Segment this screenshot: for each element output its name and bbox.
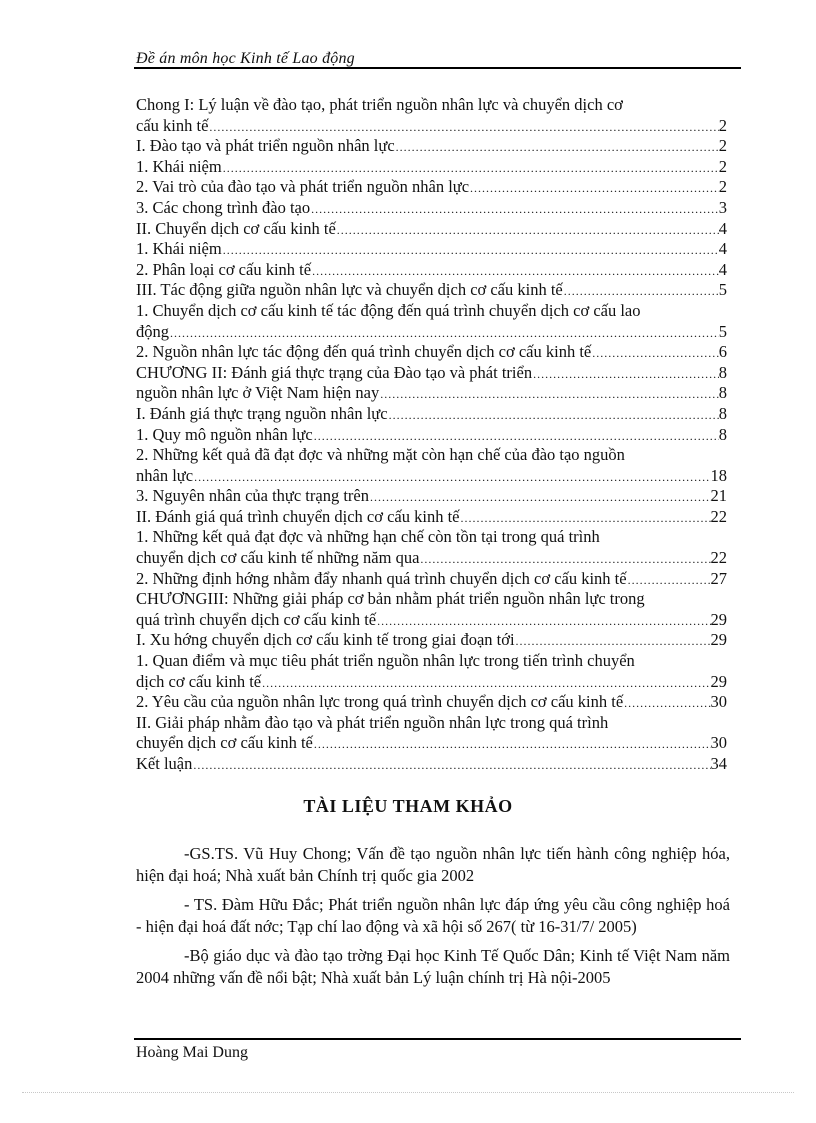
- toc-entry: [136, 301, 727, 322]
- footer-author: Hoàng Mai Dung: [136, 1044, 248, 1061]
- toc-entry: [136, 136, 727, 157]
- toc-entry: [136, 733, 727, 754]
- toc-leader-dots: [591, 343, 719, 363]
- toc-leader-dots: [627, 570, 711, 590]
- toc-entry-text: Chong I: Lý luận về đào tạo, phát triển nguồn nhân lực và chuyển dịch cơ: [136, 95, 623, 114]
- toc-entry-text: cấu kinh tế: [136, 115, 209, 135]
- toc-entry: [136, 754, 727, 775]
- toc-entry-text: 1. Quy mô nguồn nhân lực: [136, 424, 313, 444]
- header-title: Đề án môn học Kinh tế Lao động: [136, 50, 355, 67]
- toc-leader-dots: [419, 549, 710, 569]
- reference-item: -Bộ giáo dục và đào tạo trờng Đại học Kinh Tế Quốc Dân; Kinh tế Việt Nam năm 2004 những vấn đề nổi bật; Nhà xuất bản Lý luận chính trị Hà nội-2005: [136, 946, 730, 987]
- toc-leader-dots: [379, 384, 719, 404]
- toc-page-number: 27: [710, 568, 727, 588]
- toc-entry: [136, 610, 727, 631]
- toc-entry-text: III. Tác động giữa nguồn nhân lực và chuyển dịch cơ cấu kinh tế: [136, 280, 563, 300]
- toc-leader-dots: [310, 199, 719, 219]
- toc-entry-text: dịch cơ cấu kinh tế: [136, 671, 262, 691]
- toc-entry-text: nguồn nhân lực ở Việt Nam hiện nay: [136, 383, 380, 403]
- toc-entry-text: Kết luận: [136, 754, 193, 773]
- toc-entry-text: II. Đánh giá quá trình chuyển dịch cơ cấu kinh tế: [136, 506, 460, 526]
- toc-page-number: 5: [718, 280, 727, 300]
- header-divider: [134, 67, 741, 69]
- toc-entry-text: quá trình chuyển dịch cơ cấu kinh tế: [136, 609, 377, 629]
- toc-entry: [136, 548, 727, 569]
- toc-leader-dots: [563, 281, 719, 301]
- footer-divider: [134, 1038, 741, 1040]
- toc-page-number: 8: [718, 362, 727, 382]
- toc-leader-dots: [532, 364, 719, 384]
- toc-entry: [136, 177, 727, 198]
- table-of-contents: [136, 95, 727, 775]
- toc-page-number: 2: [718, 156, 727, 176]
- toc-page-number: 4: [718, 239, 727, 259]
- toc-entry-text: 2. Phân loại cơ cấu kinh tế: [136, 259, 312, 279]
- toc-entry: [136, 219, 727, 240]
- toc-page-number: 29: [710, 609, 727, 629]
- toc-entry-text: II. Giải pháp nhằm đào tạo và phát triển nguồn nhân lực trong quá trình: [136, 712, 609, 732]
- toc-entry-text: II. Chuyển dịch cơ cấu kinh tế: [136, 218, 336, 238]
- toc-page-number: 22: [710, 548, 727, 568]
- toc-entry-text: CHƯƠNG II: Đánh giá thực trạng của Đào tạo và phát triển: [136, 362, 533, 382]
- toc-page-number: 34: [710, 754, 727, 773]
- toc-page-number: 18: [710, 465, 727, 485]
- references-list: [136, 843, 730, 996]
- toc-leader-dots: [222, 240, 719, 260]
- toc-entry-text: I. Xu hớng chuyển dịch cơ cấu kinh tế trong giai đoạn tới: [136, 630, 515, 650]
- toc-page-number: 6: [718, 342, 727, 362]
- toc-page-number: 30: [710, 692, 727, 712]
- toc-leader-dots: [192, 755, 710, 775]
- toc-entry: [136, 260, 727, 281]
- toc-leader-dots: [222, 158, 719, 178]
- toc-entry: [136, 198, 727, 219]
- toc-leader-dots: [469, 178, 719, 198]
- toc-entry-text: 3. Các chong trình đào tạo: [136, 197, 311, 217]
- toc-entry-text: I. Đánh giá thực trạng nguồn nhân lực: [136, 403, 388, 423]
- toc-entry: [136, 527, 727, 548]
- toc-entry: [136, 692, 727, 713]
- toc-entry-text: CHƯƠNGIII: Những giải pháp cơ bản nhằm phát triển nguồn nhân lực trong: [136, 589, 645, 609]
- toc-entry-text: 1. Những kết quả đạt đợc và những hạn chế còn tồn tại trong quá trình: [136, 527, 600, 547]
- reference-item: -GS.TS. Vũ Huy Chong; Vấn đề tạo nguồn nhân lực tiến hành công nghiệp hóa, hiện đại hoá; Nhà xuất bản Chính trị quốc gia 2002: [136, 844, 730, 885]
- toc-page-number: 8: [718, 424, 727, 444]
- toc-entry: [136, 280, 727, 301]
- toc-entry-text: 2. Yêu cầu của nguồn nhân lực trong quá trình chuyển dịch cơ cấu kinh tế: [136, 692, 624, 712]
- toc-entry: [136, 322, 727, 343]
- toc-entry: [136, 157, 727, 178]
- toc-leader-dots: [515, 631, 711, 651]
- toc-entry: [136, 239, 727, 260]
- toc-leader-dots: [369, 487, 711, 507]
- toc-page-number: 2: [718, 115, 727, 135]
- toc-page-number: 5: [718, 321, 727, 341]
- toc-page-number: 8: [718, 403, 727, 423]
- toc-entry-text: 2. Những kết quả đã đạt đợc và những mặt còn hạn chế của đào tạo nguồn: [136, 445, 625, 465]
- toc-entry-text: động: [136, 321, 169, 341]
- toc-page-number: 30: [710, 733, 727, 753]
- toc-entry: [136, 95, 727, 116]
- toc-page-number: 2: [718, 177, 727, 197]
- toc-page-number: 2: [718, 136, 727, 156]
- toc-entry-text: 1. Khái niệm: [136, 156, 222, 176]
- toc-leader-dots: [193, 467, 710, 487]
- toc-leader-dots: [311, 261, 719, 281]
- toc-leader-dots: [336, 220, 719, 240]
- toc-entry-text: 2. Nguồn nhân lực tác động đến quá trình chuyển dịch cơ cấu kinh tế: [136, 342, 592, 362]
- toc-leader-dots: [208, 117, 718, 137]
- toc-leader-dots: [313, 734, 711, 754]
- toc-entry: [136, 363, 727, 384]
- toc-entry-text: 1. Quan điểm và mục tiêu phát triển nguồn nhân lực trong tiến trình chuyển: [136, 651, 635, 671]
- toc-entry: [136, 507, 727, 528]
- toc-entry: [136, 651, 727, 672]
- toc-leader-dots: [395, 137, 719, 157]
- toc-entry-text: I. Đào tạo và phát triển nguồn nhân lực: [136, 136, 395, 156]
- toc-entry: [136, 404, 727, 425]
- toc-leader-dots: [460, 508, 711, 528]
- toc-entry-text: 2. Những định hớng nhằm đẩy nhanh quá trình chuyển dịch cơ cấu kinh tế: [136, 568, 627, 588]
- toc-entry-text: 1. Chuyển dịch cơ cấu kinh tế tác động đến quá trình chuyển dịch cơ cấu lao: [136, 300, 641, 320]
- toc-entry: [136, 713, 727, 734]
- toc-entry: [136, 630, 727, 651]
- references-title: TÀI LIỆU THAM KHẢO: [303, 796, 513, 816]
- toc-entry: [136, 383, 727, 404]
- toc-entry: [136, 425, 727, 446]
- toc-entry-text: chuyển dịch cơ cấu kinh tế những năm qua: [136, 548, 420, 568]
- toc-page-number: 22: [710, 506, 727, 526]
- page-bottom-edge: [22, 1092, 794, 1093]
- toc-page-number: 3: [718, 197, 727, 217]
- toc-entry-text: 1. Khái niệm: [136, 239, 222, 259]
- toc-entry: [136, 466, 727, 487]
- toc-page-number: 29: [710, 671, 727, 691]
- toc-page-number: 4: [718, 218, 727, 238]
- toc-page-number: 8: [718, 383, 727, 403]
- toc-entry-text: nhân lực: [136, 465, 194, 485]
- toc-page-number: 29: [710, 630, 727, 650]
- toc-entry: [136, 589, 727, 610]
- toc-leader-dots: [313, 426, 719, 446]
- toc-entry-text: 3. Nguyên nhân của thực trạng trên: [136, 486, 369, 506]
- toc-entry-text: chuyển dịch cơ cấu kinh tế: [136, 733, 313, 753]
- toc-leader-dots: [376, 611, 710, 631]
- toc-leader-dots: [169, 323, 719, 343]
- toc-entry: [136, 672, 727, 693]
- reference-item: - TS. Đàm Hữu Đắc; Phát triển nguồn nhân lực đáp ứng yêu cầu công nghiệp hoá - hiện đại hoá đất nớc; Tạp chí lao động và xã hội số 267( từ 16-31/7/ 2005): [136, 895, 730, 936]
- toc-entry: [136, 486, 727, 507]
- toc-entry: [136, 342, 727, 363]
- toc-leader-dots: [623, 693, 710, 713]
- toc-entry: [136, 445, 727, 466]
- toc-page-number: 4: [718, 259, 727, 279]
- toc-leader-dots: [261, 673, 710, 693]
- toc-page-number: 21: [710, 486, 727, 506]
- toc-entry: [136, 116, 727, 137]
- toc-entry-text: 2. Vai trò của đào tạo và phát triển nguồn nhân lực: [136, 177, 470, 197]
- toc-leader-dots: [388, 405, 719, 425]
- toc-entry: [136, 569, 727, 590]
